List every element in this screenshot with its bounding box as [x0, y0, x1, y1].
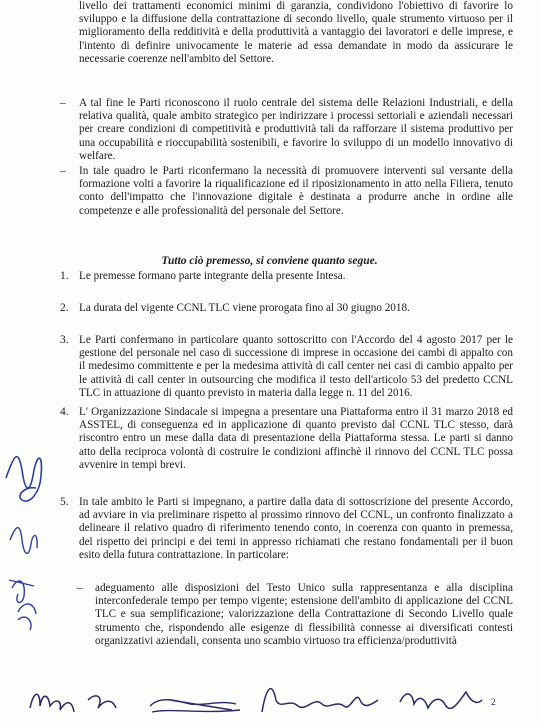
signature-2 — [150, 700, 240, 712]
item-number: 1. — [60, 270, 69, 282]
agreement-heading: Tutto ciò premesso, si conviene quanto segue. — [161, 255, 378, 267]
item-number: 5. — [60, 496, 69, 508]
signature-1 — [30, 694, 116, 712]
bullet-marker: – — [77, 582, 83, 594]
bullet-marker: – — [60, 97, 66, 109]
intro-paragraph: livello dei trattamenti economici minimi di garanzia, condividono l'obiettivo di favorire lo sviluppo e la diffusione della contrattazione di secondo livello, quale strumento virtuoso per il miglioramento della redditività e della produttività a vantaggio dei lavoratori e delle imprese, e l'intento di definire univocamente le materie ad essa demandate in modo da assicurare le necessarie coerenze nell'ambito del Settore. — [79, 0, 513, 65]
signature-4 — [400, 692, 482, 708]
item-3-text: Le Parti confermano in particolare quanto sottoscritto con l'Accordo del 4 agosto 2017 per le gestione del personale nel caso di successione di imprese in occasione dei cambi di appalto con il medesimo committente e per la medesima attività di call center nei casi di cambio appalto per le attività di call center in outsourcing che modifica il testo dell'articolo 53 del predetto CCNL TLC in attuazione di quanto previsto in materia dalla legge n. 11 del 2016. — [79, 334, 513, 399]
item-2-text: La durata del vigente CCNL TLC viene prorogata fino al 30 giugno 2018. — [79, 302, 410, 314]
item-number: 2. — [60, 302, 69, 314]
item-number: 3. — [60, 334, 69, 346]
item-number: 4. — [60, 406, 69, 418]
premise-bullet-formazione: In tale quadro le Parti riconfermano la necessità di promuovere interventi sul versante della formazione volti a favorire la riqualificazione ed il riposizionamento in atto nella Filiera, tenuto conto dell'impatto che l'innovazione digitale è destinata a produrre anche in ordine alle competenze e alle professionalità del personale del Settore. — [79, 165, 513, 217]
item-4-text: L' Organizzazione Sindacale si impegna a presentare una Piattaforma entro il 31 marzo 2018 ed ASSTEL, di conseguenza ed in applicazione di quanto previsto dal CCNL TLC stesso, darà riscontro entro un mese dalla data di presentazione della Piattaforma stessa. Le parti si danno atto della reciproca volontà di costruire le condizioni affinchè il rinnovo del CCNL TLC possa avvenire in tempi brevi. — [79, 406, 513, 471]
item-5-text: In tale ambito le Parti si impegnano, a partire dalla data di sottoscrizione del presente Accordo, ad avviare in via preliminare rispetto al prossimo rinnovo del CCNL, un confronto finalizzato a delineare il relativo quadro di riferimento tenendo conto, in coerenza con quanto in premessa, del rispetto dei principi e dei temi in appresso richiamati che restano fondamentali per il buon esito della futura contrattazione. In particolare: — [79, 496, 513, 561]
bullet-marker: – — [60, 165, 66, 177]
premise-bullet-relazioni-industriali: A tal fine le Parti riconoscono il ruolo centrale del sistema delle Relazioni Industriali, e della relativa qualità, quale ambito strategico per indirizzare i processi settoriali e aziendali necessari per creare condizioni di competitività e produttività tali da rafforzare il sistema produttivo per una occupabilità e rioccupabilità sostenibili, e favorire lo sviluppo di un modello innovativo di welfare. — [79, 97, 513, 162]
item-1-text: Le premesse formano parte integrante della presente Intesa. — [79, 270, 346, 282]
sub-bullet-adeguamento: adeguamento alle disposizioni del Testo Unico sulla rappresentanza e alla disciplina interconfederale tempo per tempo vigente; estensione dell'ambito di applicazione del CCNL TLC e sua semplificazione; valorizzazione della Contrattazione di Secondo Livello quale strumento che, rispondendo alle esigenze di flessibilità connesse ai diversificati contesti organizzativi aziendali, consenta uno scambio virtuoso tra efficienza/produttività — [95, 582, 513, 647]
signature-3 — [262, 689, 378, 712]
page-number: 2 — [491, 698, 496, 708]
